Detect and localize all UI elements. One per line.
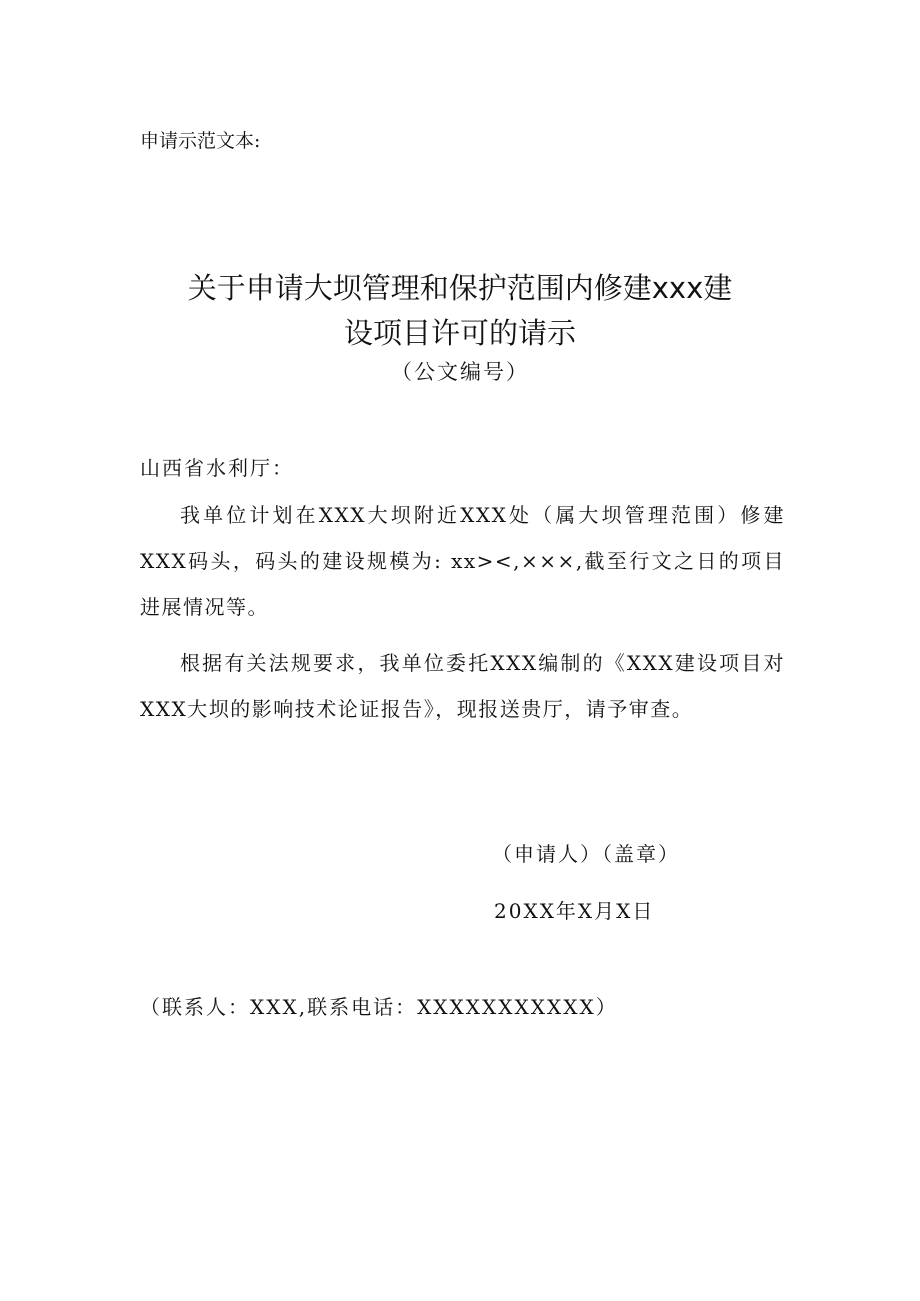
body-paragraph-2: 根据有关法规要求，我单位委托XXX编制的《XXX建设项目对XXX大坝的影响技术论证报告》，现报送贵厅，请予审查。: [140, 651, 785, 721]
sample-text-label: 申请示范文本:: [140, 130, 261, 152]
document-title-line-2: 设项目许可的请示: [343, 316, 576, 350]
document-title-line-1: 关于申请大坝管理和保护范围内修建xxx建: [187, 271, 733, 305]
document-date: 20XX年X月X日: [494, 899, 655, 923]
contact-info: （联系人：XXX,联系电话：XXXXXXXXXXX）: [140, 995, 618, 1019]
applicant-seal-line: （申请人）（盖章）: [492, 842, 680, 866]
document-number: （公文编号）: [391, 360, 529, 384]
body-paragraph-1: 我单位计划在XXX大坝附近XXX处（属大坝管理范围）修建XXX码头，码头的建设规模为: xx><,×××,截至行文之日的项目进展情况等。: [140, 503, 785, 619]
addressee: 山西省水利厅：: [140, 456, 294, 480]
